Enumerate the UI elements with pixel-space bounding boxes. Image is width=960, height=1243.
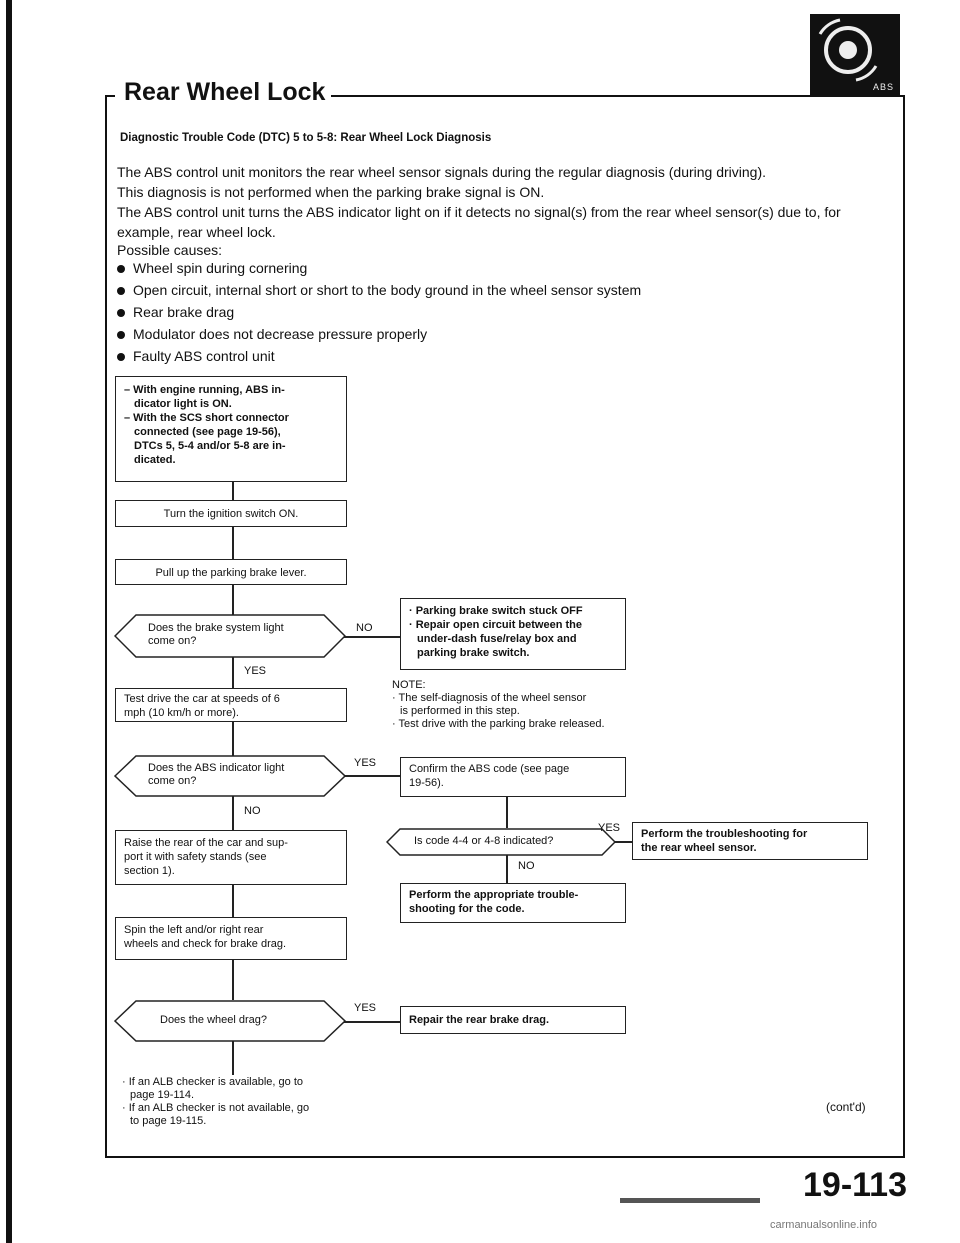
alb-checker-note: · If an ALB checker is available, go to page 19-114. · If an ALB checker is not available, go to page 19-115. bbox=[122, 1076, 310, 1127]
connector bbox=[232, 527, 234, 559]
connector bbox=[232, 656, 234, 688]
cause-item: Open circuit, internal short or short to the body ground in the wheel sensor system bbox=[117, 281, 897, 299]
step-parking-brake: Pull up the parking brake lever. bbox=[115, 559, 347, 585]
frame-top-line bbox=[298, 95, 905, 97]
connector bbox=[342, 636, 400, 638]
bullet-icon bbox=[117, 353, 125, 361]
page-number: 19-113 bbox=[803, 1166, 907, 1204]
decision-drag-text: Does the wheel drag? bbox=[160, 1014, 268, 1026]
abs-logo bbox=[810, 14, 900, 96]
test-drive-note: NOTE: · The self-diagnosis of the wheel sensor is performed in this step. · Test drive with the parking brake released. bbox=[392, 679, 605, 730]
bullet-icon bbox=[117, 331, 125, 339]
intro-line: This diagnosis is not performed when the parking brake signal is ON. bbox=[117, 184, 545, 200]
connector bbox=[506, 855, 508, 883]
intro-line: example, rear wheel lock. bbox=[117, 224, 276, 240]
step-test-drive: Test drive the car at speeds of 6 mph (10 km/h or more). bbox=[115, 688, 347, 722]
bullet-icon bbox=[117, 287, 125, 295]
frame-top-left bbox=[105, 95, 115, 97]
yes-label: YES bbox=[244, 665, 267, 677]
logo-label: ABS bbox=[872, 82, 894, 92]
no-label: NO bbox=[244, 805, 261, 817]
decision-abs-light-text: Does the ABS indicator light come on? bbox=[148, 762, 285, 787]
step-ignition: Turn the ignition switch ON. bbox=[115, 500, 347, 527]
page-title: Rear Wheel Lock bbox=[120, 78, 331, 107]
cause-item: Wheel spin during cornering bbox=[117, 259, 897, 277]
connector bbox=[232, 885, 234, 917]
intro-line: The ABS control unit turns the ABS indicator light on if it detects no signal(s) from the rear wheel sensor(s) due to, for bbox=[117, 204, 841, 220]
start-condition-box: – With engine running, ABS in- dicator light is ON. – With the SCS short connector connected (see page 19-56), DTCs 5, 5-4 and/or 5-8 are in- dicated. bbox=[115, 376, 347, 482]
bottom-rule bbox=[620, 1198, 760, 1203]
intro-text bbox=[117, 163, 897, 365]
bullet-icon bbox=[117, 309, 125, 317]
appropriate-troubleshooting-box: Perform the appropriate trouble- shooting for the code. bbox=[400, 883, 626, 923]
connector bbox=[232, 722, 234, 756]
yes-label: YES bbox=[354, 757, 377, 769]
connector bbox=[232, 796, 234, 830]
step-raise-car: Raise the rear of the car and sup- port it with safety stands (see section 1). bbox=[115, 830, 347, 885]
connector bbox=[232, 482, 234, 500]
yes-label: YES bbox=[354, 1002, 377, 1014]
intro-line: The ABS control unit monitors the rear wheel sensor signals during the regular diagnosis (during driving). bbox=[117, 164, 767, 180]
step-spin-wheels: Spin the left and/or right rear wheels and check for brake drag. bbox=[115, 917, 347, 960]
cause-item: Rear brake drag bbox=[117, 303, 897, 321]
repair-brake-drag-box: Repair the rear brake drag. bbox=[400, 1006, 626, 1034]
connector bbox=[342, 775, 400, 777]
decision-brake-light-text: Does the brake system light come on? bbox=[148, 622, 284, 647]
decision-code-text: Is code 4-4 or 4-8 indicated? bbox=[414, 835, 554, 847]
bullet-icon bbox=[117, 265, 125, 273]
connector bbox=[232, 585, 234, 615]
binding-edge bbox=[6, 0, 12, 1243]
continued-label: (cont'd) bbox=[826, 1100, 866, 1114]
rear-wheel-sensor-box: Perform the troubleshooting for the rear wheel sensor. bbox=[632, 822, 868, 860]
parking-switch-fix-box: · Parking brake switch stuck OFF · Repair open circuit between the under-dash fuse/relay box and parking brake switch. bbox=[400, 598, 626, 670]
possible-causes-label: Possible causes: bbox=[117, 242, 223, 258]
connector bbox=[232, 1041, 234, 1075]
connector bbox=[232, 960, 234, 1000]
no-label: NO bbox=[356, 622, 373, 634]
connector bbox=[506, 796, 508, 828]
confirm-abs-code-box: Confirm the ABS code (see page 19-56). bbox=[400, 757, 626, 797]
dtc-heading: Diagnostic Trouble Code (DTC) 5 to 5-8: Rear Wheel Lock Diagnosis bbox=[120, 132, 492, 144]
yes-label: YES bbox=[598, 822, 621, 834]
no-label: NO bbox=[518, 860, 535, 872]
cause-item: Faulty ABS control unit bbox=[117, 347, 897, 365]
connector bbox=[342, 1021, 400, 1023]
cause-item: Modulator does not decrease pressure properly bbox=[117, 325, 897, 343]
site-watermark: carmanualsonline.info bbox=[770, 1219, 878, 1231]
